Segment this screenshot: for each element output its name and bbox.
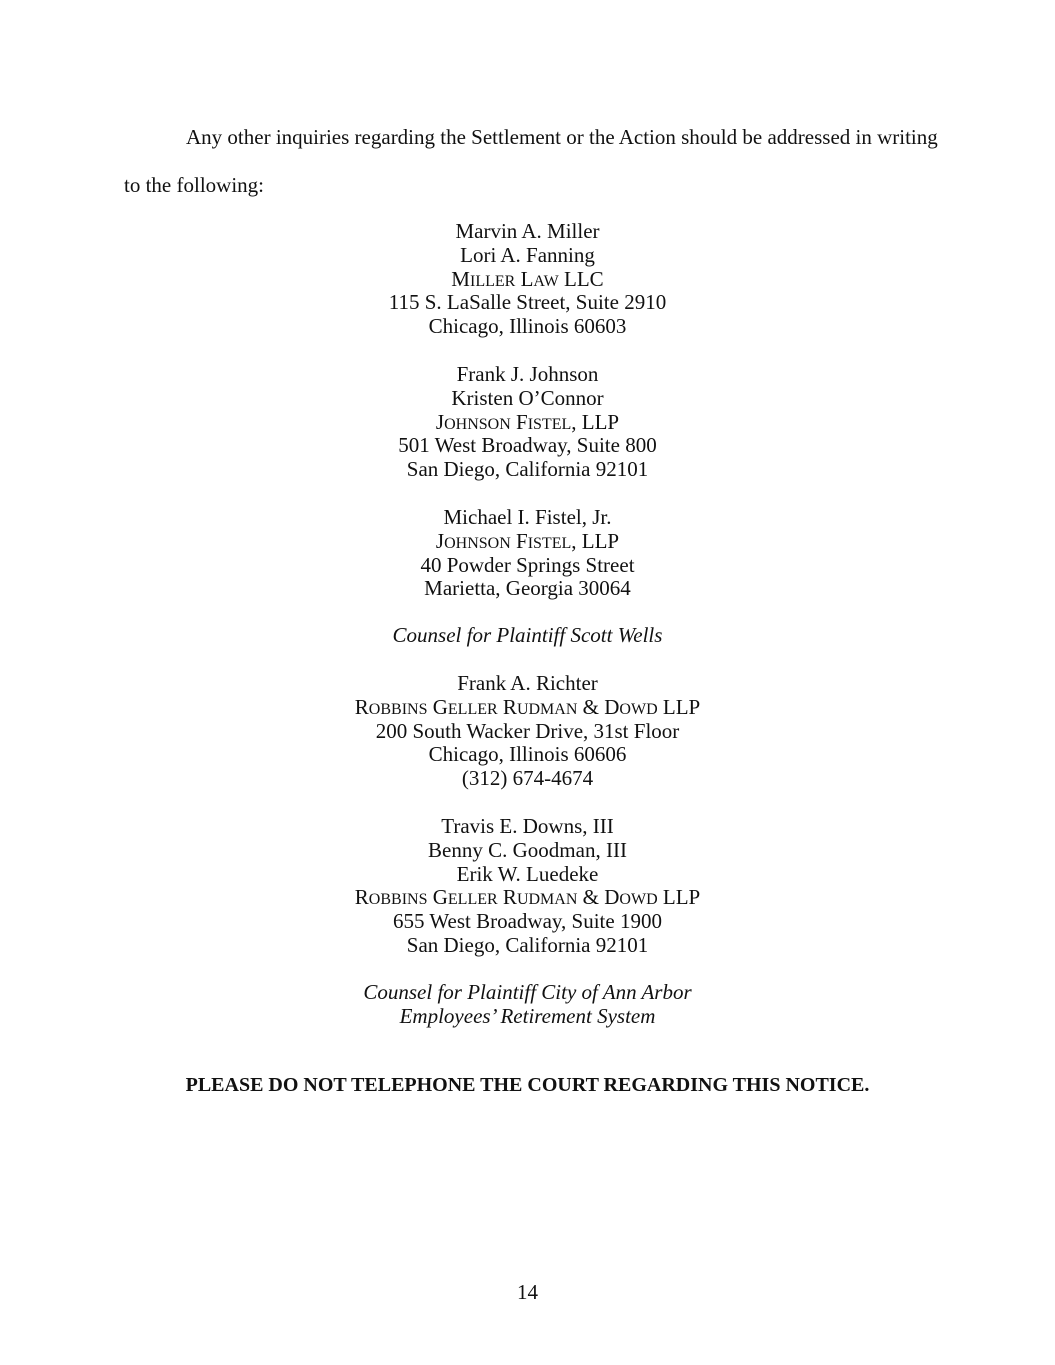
address-block-johnson-fistel-san-diego bbox=[0, 363, 1055, 482]
firm-name: JOHNSON FISTEL, LLP bbox=[435, 528, 620, 553]
address-line: 115 S. LaSalle Street, Suite 2910 bbox=[388, 290, 667, 315]
address-line: 40 Powder Springs Street bbox=[420, 552, 635, 577]
address-line: San Diego, California 92101 bbox=[406, 457, 649, 482]
address-line: Benny C. Goodman, III bbox=[428, 837, 627, 862]
court-telephone-warning: PLEASE DO NOT TELEPHONE THE COURT REGARDING THIS NOTICE. bbox=[185, 1074, 870, 1096]
address-line: Chicago, Illinois 60603 bbox=[428, 314, 627, 339]
address-line: 655 West Broadway, Suite 1900 bbox=[393, 909, 662, 934]
address-line: Marvin A. Miller bbox=[455, 219, 600, 243]
address-block-robbins-geller-chicago bbox=[0, 672, 1055, 791]
firm-name: JOHNSON FISTEL, LLP bbox=[435, 409, 620, 434]
counsel-caption-line: Counsel for Plaintiff Scott Wells bbox=[392, 623, 663, 647]
counsel-caption-line: Employees’ Retirement System bbox=[399, 1003, 656, 1028]
address-line: Frank J. Johnson bbox=[456, 362, 599, 386]
address-line: Kristen O’Connor bbox=[451, 385, 604, 410]
page-number: 14 bbox=[517, 1280, 538, 1304]
address-block-robbins-geller-san-diego bbox=[0, 815, 1055, 958]
address-line: Marietta, Georgia 30064 bbox=[424, 576, 631, 601]
counsel-caption-scott-wells bbox=[0, 624, 1055, 648]
address-line: (312) 674-4674 bbox=[461, 766, 594, 791]
firm-name: ROBBINS GELLER RUDMAN & DOWD LLP bbox=[354, 694, 701, 719]
address-line: Chicago, Illinois 60606 bbox=[428, 742, 627, 767]
counsel-caption-ann-arbor bbox=[0, 981, 1055, 1029]
address-block-johnson-fistel-marietta bbox=[0, 506, 1055, 601]
intro-paragraph-line-1: Any other inquiries regarding the Settlement or the Action should be addressed in writing bbox=[186, 125, 938, 149]
address-line: 501 West Broadway, Suite 800 bbox=[398, 433, 657, 458]
intro-paragraph-line-2: to the following: bbox=[124, 173, 264, 197]
counsel-caption-line: Counsel for Plaintiff City of Ann Arbor bbox=[363, 980, 692, 1004]
address-line: Frank A. Richter bbox=[457, 671, 598, 695]
address-line: Travis E. Downs, III bbox=[441, 814, 614, 838]
address-line: 200 South Wacker Drive, 31st Floor bbox=[375, 718, 680, 743]
address-line: San Diego, California 92101 bbox=[406, 932, 649, 957]
address-line: Michael I. Fistel, Jr. bbox=[443, 505, 612, 529]
address-line: Lori A. Fanning bbox=[460, 242, 595, 267]
address-line: Erik W. Luedeke bbox=[456, 861, 599, 886]
address-block-miller-law bbox=[0, 220, 1055, 339]
firm-name: MILLER LAW LLC bbox=[451, 266, 604, 291]
firm-name: ROBBINS GELLER RUDMAN & DOWD LLP bbox=[354, 885, 701, 910]
